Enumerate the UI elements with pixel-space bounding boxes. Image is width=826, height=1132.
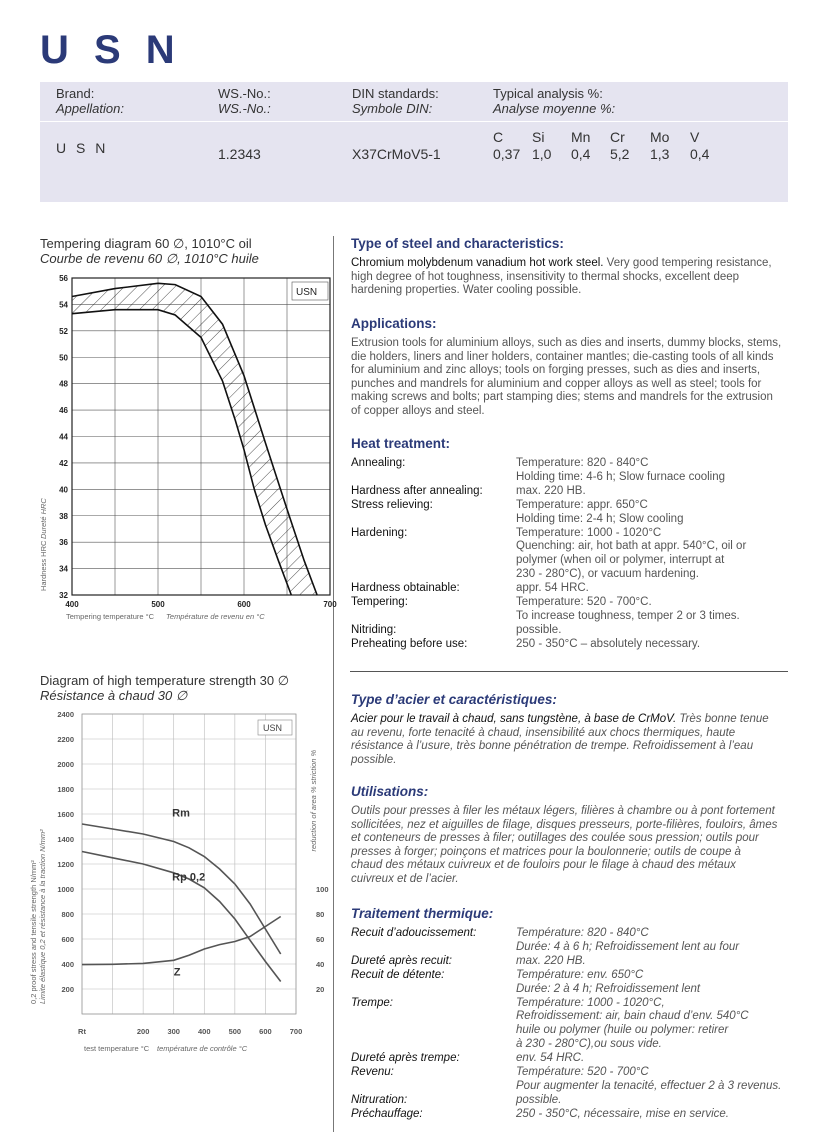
ws-value: 1.2343 [218,146,261,162]
heat-row-label: Revenu: [351,1066,394,1078]
fr-app-text [351,805,796,887]
fr-type-text [351,713,796,767]
heat-row-value: max. 220 HB. [516,954,586,967]
element-symbol: Mn [571,129,591,145]
heat-row-label: Hardness obtainable: [351,582,460,595]
paragraph-line: of copper alloys and steel. [351,404,485,417]
grid [82,714,296,1014]
heat-row-label: Recuit d’adoucissement: [351,927,477,939]
heat-row-value: polymer (when oil or polymer, interrupt at [516,554,725,567]
paragraph-line: Outils pour presses à filer les métaux légers, filières à chambre ou à pont fortement [351,805,775,817]
element-symbol: Si [532,129,545,145]
x-axis-label-fr: Température de revenu en °C [166,612,265,621]
heat-row-label: Preheating before use: [351,637,468,650]
strength-chart-title: Diagram of high temperature strength 30 ∅ Résistance à chaud 30 ∅ [40,673,290,703]
x-tick-label: 200 [136,1027,150,1036]
din-value: X37CrMoV5-1 [352,146,441,162]
paragraph-line: making screws and bolts; part stamping dies; stems and mandrels for the extrusion [351,391,773,404]
x-axis-label-fr: température de contrôle °C [157,1044,248,1053]
tempering-chart-title: Tempering diagram 60 ∅, 1010°C oil Courbe de revenu 60 ∅, 1010°C huile [40,236,259,266]
heat-row-value: To increase toughness, temper 2 or 3 times. [516,609,740,622]
heat-row-label: Dureté après recuit: [351,954,452,967]
element-symbol: V [690,129,700,145]
fr-type-heading: Type d’acier et caractéristiques: [351,692,557,707]
heat-row-value: env. 54 HRC. [516,1052,585,1065]
en-type-line: hardening properties. Water cooling possible. [351,284,582,297]
x-tick-label: 400 [198,1027,211,1036]
x-axis-label: Tempering temperature °C [66,612,155,621]
heat-row-value: Temperature: appr. 650°C [516,498,648,511]
heat-row-label: Recuit de détente: [351,968,445,981]
x-tick-label: Rt [78,1027,86,1036]
paragraph-line: sollicitées, nez et aiguilles de filage, disques presseurs, porte-filières, fouloirs, âmes [351,818,778,831]
heat-row-label: Hardness after annealing: [351,484,483,497]
element-symbol: Mo [650,129,670,145]
y-tick-label: 34 [59,564,68,574]
heat-row-label: Hardening: [351,526,408,539]
x-tick-label: 700 [289,1027,303,1036]
heat-row-value: à 230 - 280°C),ou sous vide. [516,1038,662,1051]
y-tick-label: 200 [61,985,74,994]
heat-row-value: Holding time: 2-4 h; Slow cooling [516,512,684,525]
y-tick-label: 600 [61,935,74,944]
heat-row-value: 230 - 280°C), or vacuum hardening. [516,568,699,581]
fr-type-line: résistance à l’usure, très bonne pénétration de trempe. Refroidissement à l’eau [351,740,754,753]
x-tick-label: 500 [228,1027,242,1036]
analysis-header: Typical analysis %: Analyse moyenne %: [493,86,616,116]
element-symbol: C [493,129,504,145]
y-tick-label: 800 [61,910,74,919]
heat-row-value: huile ou polymer (huile ou polymer: retirer [516,1024,729,1037]
heat-row-label: Tempering: [351,596,408,608]
fr-type-line: possible. [351,753,397,766]
y-tick-label: 2200 [57,735,74,744]
heat-row-value: 250 - 350°C – absolutely necessary. [516,637,701,650]
y-tick-label: 400 [61,960,74,969]
y-tick-label: 1200 [57,860,74,869]
heat-row-label: Préchauffage: [351,1107,423,1120]
y-axis-label-fr: Dureté HRC [39,498,48,539]
y-tick-label: 50 [59,353,68,363]
y-right-axis-label: reduction of area % striction % [309,749,318,852]
heat-row-label: Nitriding: [351,623,397,636]
heat-row-value: possible. [516,1093,562,1106]
heat-row-value: Température: env. 650°C [516,968,644,981]
paragraph-line: die holders, liners and liner holders, container mantles; die-casting tools of all kinds [351,350,774,363]
paragraph-line: presses à forger; poinçons et matrices pour la boulonnerie; outils de coupe à [351,845,741,858]
x-tick-label: 700 [323,600,337,609]
y-right-tick-label: 20 [316,985,325,994]
x-tick-label: 500 [151,600,165,609]
heat-row-value: max. 220 HB. [516,484,586,497]
en-type-line: high degree of hot toughness, insensitivity to thermal shocks, excellent deep [351,270,740,283]
y-axis-label: Hardness HRC [39,540,48,591]
din-header: DIN standards: Symbole DIN: [352,86,439,116]
heat-row-value: Temperature: 520 - 700°C. [516,596,652,608]
element-value: 0,4 [690,146,710,162]
y-axis-label: 0,2 proof stress and tensile strength N/mm² [29,860,38,1004]
fr-type-section [351,692,796,767]
element-value: 0,37 [493,146,521,162]
y-tick-label: 48 [59,379,68,389]
heat-row-value: appr. 54 HRC. [516,582,589,595]
y-right-tick-label: 60 [316,935,325,944]
heat-row-label: Stress relieving: [351,498,433,511]
series-label: Rp 0,2 [172,871,206,884]
legend-label: USN [296,287,318,298]
y-tick-label: 2000 [57,760,74,769]
ws-header: WS.-No.: WS.-No.: [218,86,271,116]
y-tick-label: 56 [59,274,68,283]
heat-row-value: Holding time: 4-6 h; Slow furnace cooling [516,470,726,483]
language-divider [350,671,788,672]
x-axis-label: test temperature °C [84,1044,150,1053]
heat-row-value: Refroidissement: air, bain chaud d’env. 540°C [516,1010,749,1023]
heat-row-value: Temperature: 1000 - 1020°C [516,526,662,539]
fr-ht-heading: Traitement thermique: [351,906,494,921]
fr-applications-section [351,784,796,887]
y-tick-label: 42 [59,458,68,468]
en-type-heading: Type of steel and characteristics: [351,236,564,251]
heat-row-value: Quenching: air, hot bath at appr. 540°C, oil or [516,540,747,553]
fr-type-line: Très bonne tenue [679,713,769,725]
en-type-line: Very good tempering resistance, [606,257,772,269]
heat-row-label: Trempe: [351,996,393,1009]
heat-row-value: possible. [516,623,562,636]
y-tick-label: 1600 [57,810,74,819]
strength-chart [28,706,334,1056]
en-heat-section [351,436,796,451]
paragraph-line: for aluminium and zinc alloys; tools on forging presses, such as dies and inserts, [351,364,761,377]
y-axis-label-fr: Limite élastique 0,2 et résistance à la traction N/mm² [38,829,47,1004]
series-label: Rm [172,807,190,820]
heat-row-value: Température: 820 - 840°C [516,927,649,939]
y-right-tick-label: 100 [316,885,329,894]
fr-app-heading: Utilisations: [351,784,429,799]
heat-row-value: Durée: 2 à 4 h; Refroidissement lent [516,982,701,995]
fr-type-line: au revenu, forte tenacité à chaud, insensibilité aux chocs thermiques, haute [351,726,736,739]
y-tick-label: 1800 [57,785,74,794]
element-value: 1,0 [532,146,552,162]
en-type-text [351,257,796,298]
y-tick-label: 40 [59,485,68,495]
y-tick-label: 46 [59,406,68,416]
en-type-section [351,236,796,298]
en-applications-section [351,316,796,419]
y-tick-label: 2400 [57,710,74,719]
y-right-tick-label: 80 [316,910,325,919]
heat-row-value: Température: 1000 - 1020°C, [516,996,665,1009]
fr-heat-section [351,906,796,921]
element-symbol: Cr [610,129,625,145]
en-app-heading: Applications: [351,316,437,331]
y-tick-label: 32 [59,591,68,600]
y-right-tick-label: 40 [316,960,325,969]
fr-type-bold: Acier pour le travail à chaud, sans tungstène, à base de CrMoV. [351,713,677,725]
paragraph-line: punches and mandrels for aluminium and copper alloys as well as steel; tools for [351,377,762,390]
en-app-text [351,337,796,419]
element-value: 1,3 [650,146,670,162]
en-ht-heading: Heat treatment: [351,436,451,451]
heat-row-label: Annealing: [351,457,406,469]
brand-header: Brand: Appellation: [56,86,124,116]
y-tick-label: 38 [59,511,68,521]
x-tick-label: 600 [237,600,251,609]
heat-row-label: Nitruration: [351,1093,408,1106]
x-tick-label: 400 [65,600,79,609]
y-tick-label: 1400 [57,835,74,844]
element-value: 5,2 [610,146,630,162]
heat-row-value: Température: 520 - 700°C [516,1066,649,1078]
legend-label: USN [263,723,283,733]
y-tick-label: 1000 [57,885,74,894]
header-divider [40,121,788,122]
paragraph-line: chaud des métaux cuivreux et de fouloirs pour le filage à chaud des métaux [351,859,736,872]
y-tick-label: 54 [59,300,68,310]
tempering-band [72,283,317,595]
element-value: 0,4 [571,146,591,162]
paragraph-line: cuivreux et de l’acier. [351,872,459,885]
series-label: Z [173,966,181,979]
heat-row-value: Pour augmenter la tenacité, effectuer 2 à 3 revenus. [516,1079,782,1092]
y-tick-label: 44 [59,432,68,442]
y-tick-label: 36 [59,538,68,548]
heat-row-value: 250 - 350°C, nécessaire, mise en service. [516,1107,729,1120]
en-type-bold: Chromium molybdenum vanadium hot work steel. [351,257,604,269]
heat-row-value: Durée: 4 à 6 h; Refroidissement lent au four [516,940,740,953]
x-tick-label: 300 [167,1027,180,1036]
brand-value: U S N [56,140,109,156]
paragraph-line: Extrusion tools for aluminium alloys, such as dies and inserts, dummy blocks, stems, [351,337,782,349]
paragraph-line: et conteneurs de presses à filer; outillages des coulée sous pression; outils pour [351,832,759,845]
heat-row-value: Temperature: 820 - 840°C [516,457,649,469]
x-tick-label: 600 [259,1027,272,1036]
heat-row-label: Dureté après trempe: [351,1052,460,1065]
tempering-chart [28,268,337,628]
page-title: U S N [40,28,182,72]
y-tick-label: 52 [59,326,68,336]
